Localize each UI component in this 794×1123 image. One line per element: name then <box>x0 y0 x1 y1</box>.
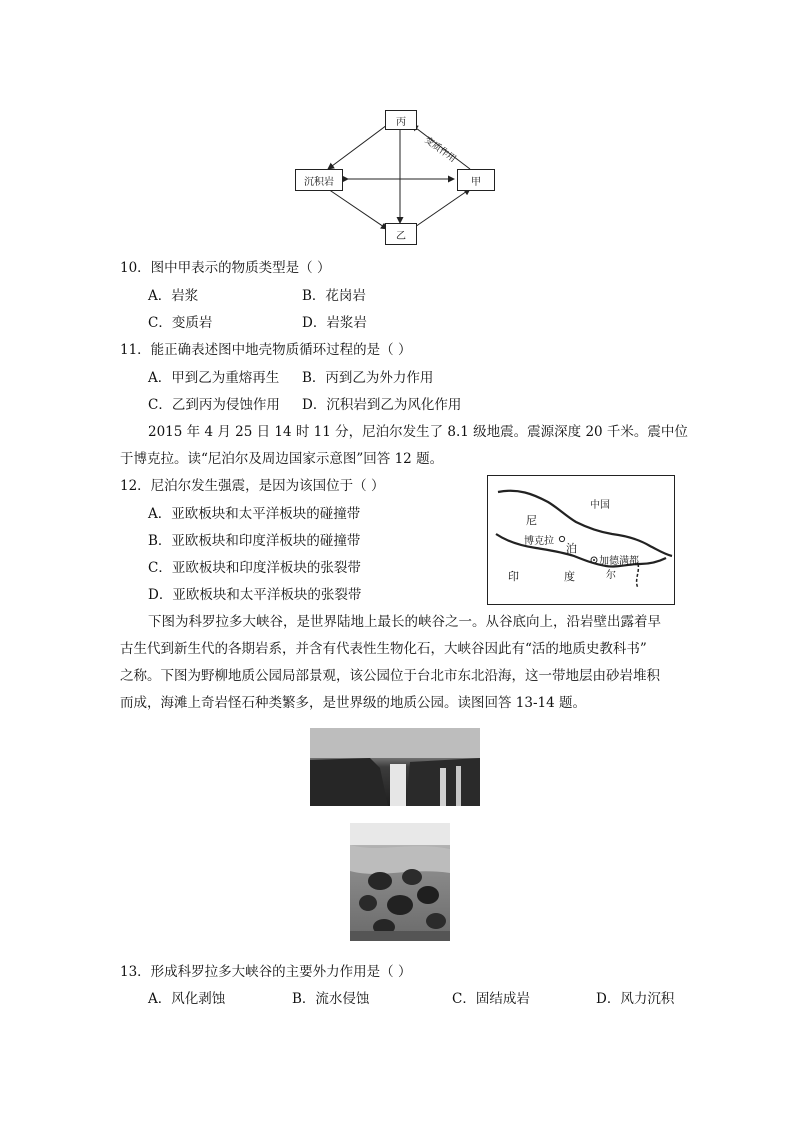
nepal-map <box>487 475 675 605</box>
diagram-edge-label: 变质作用 <box>422 135 458 165</box>
q10-option-c[interactable]: C．变质岩 <box>148 315 213 331</box>
passage2-line4: 而成，海滩上奇岩怪石种类繁多，是世界级的地质公园。读图回答 13-14 题。 <box>120 695 586 711</box>
q12-option-b[interactable]: B．亚欧板块和印度洋板块的碰撞带 <box>148 533 361 549</box>
map-label-er: 尔 <box>606 570 616 581</box>
map-label-pokhara: 博克拉 <box>524 536 554 547</box>
q12-stem: 12．尼泊尔发生强震，是因为该国位于（ ） <box>120 478 385 494</box>
q13-option-a[interactable]: A．风化剥蚀 <box>148 991 226 1007</box>
passage1-line1: 2015 年 4 月 25 日 14 时 11 分，尼泊尔发生了 8.1 级地震。震源深度 20 千米。震中位 <box>148 424 688 440</box>
diagram-node-bottom: 乙 <box>385 223 417 245</box>
q11-option-d[interactable]: D．沉积岩到乙为风化作用 <box>302 397 462 413</box>
q11-option-a[interactable]: A．甲到乙为重熔再生 <box>148 370 280 386</box>
map-label-kathmandu: 加德满都 <box>599 556 639 567</box>
q13-option-b[interactable]: B．流水侵蚀 <box>292 991 370 1007</box>
q12-option-a[interactable]: A．亚欧板块和太平洋板块的碰撞带 <box>148 506 361 522</box>
q13-option-d[interactable]: D．风力沉积 <box>596 991 675 1007</box>
q11-option-b[interactable]: B．丙到乙为外力作用 <box>302 370 434 386</box>
q10-option-b[interactable]: B．花岗岩 <box>302 288 366 304</box>
rock-cycle-diagram <box>290 105 500 250</box>
diagram-node-left: 沉积岩 <box>295 169 343 191</box>
diagram-node-right: 甲 <box>457 169 495 191</box>
q10-option-a[interactable]: A．岩浆 <box>148 288 199 304</box>
map-label-ni: 尼 <box>526 514 537 527</box>
passage2-line1: 下图为科罗拉多大峡谷，是世界陆地上最长的峡谷之一。从谷底向上，沿岩壁出露着早 <box>148 614 661 630</box>
q13-stem: 13．形成科罗拉多大峡谷的主要外力作用是（ ） <box>120 964 412 980</box>
map-label-china: 中国 <box>590 500 610 511</box>
passage1-line2: 于博克拉。读“尼泊尔及周边国家示意图”回答 12 题。 <box>120 451 444 467</box>
passage2-line2: 古生代到新生代的各期岩系，并含有代表性生物化石，大峡谷因此有“活的地质史教科书” <box>120 641 647 657</box>
q11-option-c[interactable]: C．乙到丙为侵蚀作用 <box>148 397 280 413</box>
diagram-node-top: 丙 <box>385 110 417 130</box>
yehliu-geopark-photo <box>350 823 450 941</box>
q10-stem: 10．图中甲表示的物质类型是（ ） <box>120 260 331 276</box>
q10-option-d[interactable]: D．岩浆岩 <box>302 315 367 331</box>
q12-option-c[interactable]: C．亚欧板块和印度洋板块的张裂带 <box>148 560 361 576</box>
nepal-map-borders <box>488 476 674 604</box>
map-label-bo: 泊 <box>566 542 577 555</box>
map-label-du: 度 <box>564 570 575 583</box>
q12-option-d[interactable]: D．亚欧板块和太平洋板块的张裂带 <box>148 587 362 603</box>
q11-stem: 11．能正确表述图中地壳物质循环过程的是（ ） <box>120 342 412 358</box>
passage2-line3: 之称。下图为野柳地质公园局部景观，该公园位于台北市东北沿海，这一带地层由砂岩堆积 <box>120 668 660 684</box>
grand-canyon-photo <box>310 728 480 806</box>
q13-option-c[interactable]: C．固结成岩 <box>452 991 530 1007</box>
map-label-yin: 印 <box>508 570 519 583</box>
